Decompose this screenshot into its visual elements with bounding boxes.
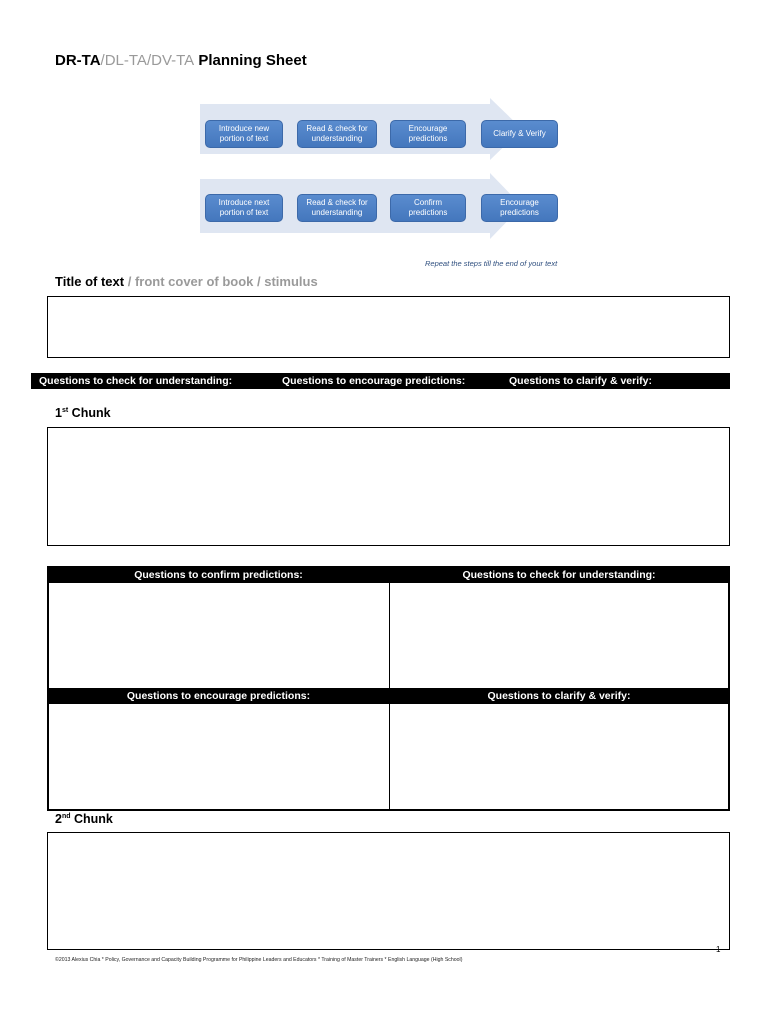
grid-header-clarify: Questions to clarify & verify: (389, 688, 729, 704)
q-clarify-verify: Questions to clarify & verify: (509, 375, 652, 387)
chunk2-box[interactable] (47, 832, 730, 950)
q-encourage-predictions: Questions to encourage predictions: (282, 375, 466, 387)
process-flow-diagram (200, 94, 570, 254)
grid-cell-confirm[interactable] (48, 582, 390, 689)
chunk1-heading (55, 406, 111, 420)
chunk1-num: 1 (55, 406, 62, 420)
flow-step-r1-3: Encourage predictions (390, 120, 466, 148)
footer-text: ©2013 Alexius Chia * Policy, Governance and Capacity Building Programme for Philippine Leaders and Educators * Training of Master Trainers * English Language (High School) (55, 957, 463, 963)
grid-header-encourage: Questions to encourage predictions: (48, 688, 389, 704)
grid-cell-check[interactable] (389, 582, 729, 689)
flow-arrows (200, 94, 570, 254)
title-of-text-label (55, 274, 318, 289)
title-alt: /DL-TA/DV-TA (100, 52, 195, 69)
page-title (55, 52, 307, 69)
question-grid (47, 566, 730, 811)
grid-header-check: Questions to check for understanding: (389, 567, 729, 583)
chunk2-label: Chunk (70, 812, 113, 826)
title-of-text-box[interactable] (47, 296, 730, 358)
grid-cell-encourage[interactable] (48, 703, 390, 810)
grid-header-confirm: Questions to confirm predictions: (48, 567, 389, 583)
chunk1-box[interactable] (47, 427, 730, 546)
chunk2-heading (55, 812, 113, 826)
title-of-text-alt: / front cover of book / stimulus (124, 274, 318, 289)
q-check-understanding: Questions to check for understanding: (39, 375, 233, 387)
chunk1-label: Chunk (68, 406, 111, 420)
flow-step-r1-2: Read & check for understanding (297, 120, 377, 148)
title-of-text-main: Title of text (55, 274, 125, 289)
flow-step-r2-1: Introduce next portion of text (205, 194, 283, 222)
page-number: 1 (716, 945, 721, 954)
flow-step-r2-3: Confirm predictions (390, 194, 466, 222)
question-header-bar (31, 373, 730, 389)
chunk1-sup: st (61, 406, 69, 414)
flow-step-r2-2: Read & check for understanding (297, 194, 377, 222)
flow-step-r2-4: Encourage predictions (481, 194, 558, 222)
repeat-note: Repeat the steps till the end of your text (425, 259, 558, 268)
chunk2-sup: nd (61, 812, 71, 820)
grid-cell-clarify[interactable] (389, 703, 729, 810)
chunk2-num: 2 (55, 812, 62, 826)
title-rest: Planning Sheet (194, 52, 307, 69)
flow-step-r1-1: Introduce new portion of text (205, 120, 283, 148)
flow-step-r1-4: Clarify & Verify (481, 120, 558, 148)
title-main: DR-TA (55, 52, 101, 69)
